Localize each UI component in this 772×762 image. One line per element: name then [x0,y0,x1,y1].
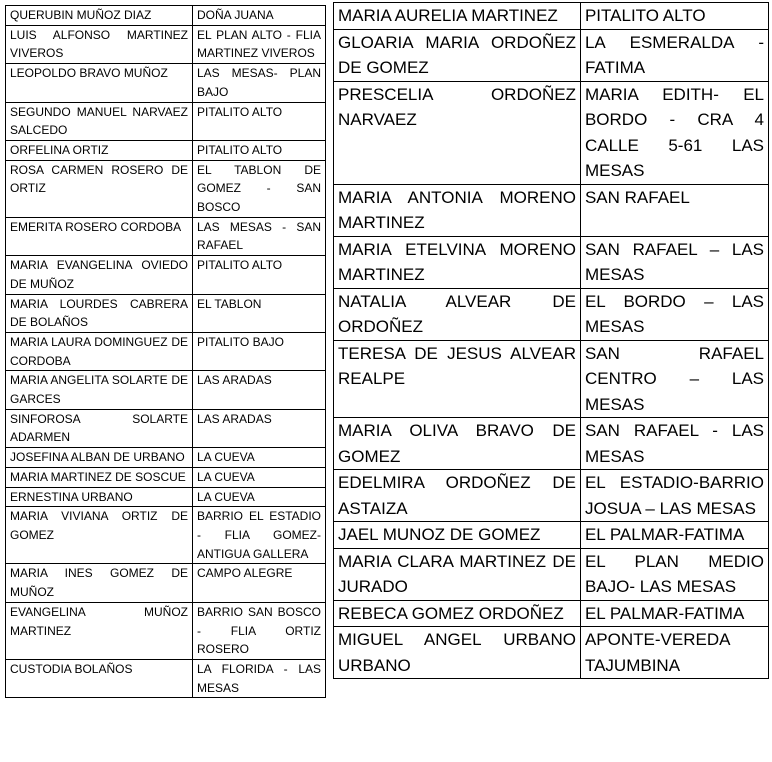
place-cell: LA CUEVA [193,487,326,507]
name-cell: MARIA OLIVA BRAVO DE GOMEZ [334,418,581,470]
name-cell: NATALIA ALVEAR DE ORDOÑEZ [334,288,581,340]
name-cell: MARIA ANTONIA MORENO MARTINEZ [334,184,581,236]
name-cell: LUIS ALFONSO MARTINEZ VIVEROS [6,25,193,63]
table-row [334,29,769,81]
table-row [6,217,326,255]
place-cell: PITALITO ALTO [193,102,326,140]
place-cell: MARIA EDITH- EL BORDO - CRA 4 CALLE 5-61 LAS MESAS [580,81,768,184]
name-cell: MIGUEL ANGEL URBANO URBANO [334,627,581,679]
place-cell: LAS MESAS- PLAN BAJO [193,64,326,102]
name-cell: ROSA CARMEN ROSERO DE ORTIZ [6,160,193,217]
place-cell: EL PALMAR-FATIMA [580,600,768,627]
table-row [6,25,326,63]
table-row [334,600,769,627]
place-cell: EL ESTADIO-BARRIO JOSUA – LAS MESAS [580,470,768,522]
table-row [334,340,769,418]
table-row [6,294,326,332]
place-cell: EL PALMAR-FATIMA [580,522,768,549]
place-cell: BARRIO SAN BOSCO - FLIA ORTIZ ROSERO [193,602,326,659]
table-row [334,81,769,184]
name-cell: ERNESTINA URBANO [6,487,193,507]
name-cell: MARIA MARTINEZ DE SOSCUE [6,467,193,487]
table-row [6,102,326,140]
table-row [6,659,326,697]
name-cell: MARIA ANGELITA SOLARTE DE GARCES [6,371,193,409]
table-row [334,548,769,600]
place-cell: EL PLAN MEDIO BAJO- LAS MESAS [580,548,768,600]
place-cell: BARRIO EL ESTADIO - FLIA GOMEZ-ANTIGUA GALLERA [193,507,326,564]
place-cell: PITALITO ALTO [193,140,326,160]
table-row [334,627,769,679]
place-cell: CAMPO ALEGRE [193,564,326,602]
table-row [6,409,326,447]
table-row [6,64,326,102]
right-table [333,2,769,679]
place-cell: EL TABLON [193,294,326,332]
name-cell: MARIA VIVIANA ORTIZ DE GOMEZ [6,507,193,564]
table-row [334,418,769,470]
place-cell: SAN RAFAEL - LAS MESAS [580,418,768,470]
table-row [334,236,769,288]
name-cell: GLOARIA MARIA ORDOÑEZ DE GOMEZ [334,29,581,81]
name-cell: PRESCELIA ORDOÑEZ NARVAEZ [334,81,581,184]
name-cell: TERESA DE JESUS ALVEAR REALPE [334,340,581,418]
name-cell: LEOPOLDO BRAVO MUÑOZ [6,64,193,102]
table-row [6,448,326,468]
table-row [6,564,326,602]
table-row [334,522,769,549]
table-row [6,487,326,507]
place-cell: LAS ARADAS [193,409,326,447]
table-row [6,6,326,26]
name-cell: MARIA LAURA DOMINGUEZ DE CORDOBA [6,332,193,370]
table-row [334,470,769,522]
name-cell: MARIA EVANGELINA OVIEDO DE MUÑOZ [6,256,193,294]
name-cell: EMERITA ROSERO CORDOBA [6,217,193,255]
place-cell: SAN RAFAEL [580,184,768,236]
name-cell: SINFOROSA SOLARTE ADARMEN [6,409,193,447]
place-cell: LAS ARADAS [193,371,326,409]
name-cell: REBECA GOMEZ ORDOÑEZ [334,600,581,627]
name-cell: EDELMIRA ORDOÑEZ DE ASTAIZA [334,470,581,522]
place-cell: SAN RAFAEL CENTRO – LAS MESAS [580,340,768,418]
table-row [334,288,769,340]
place-cell: EL PLAN ALTO - FLIA MARTINEZ VIVEROS [193,25,326,63]
place-cell: PITALITO ALTO [193,256,326,294]
name-cell: EVANGELINA MUÑOZ MARTINEZ [6,602,193,659]
table-row [6,256,326,294]
name-cell: MARIA LOURDES CABRERA DE BOLAÑOS [6,294,193,332]
place-cell: DOÑA JUANA [193,6,326,26]
table-row [6,507,326,564]
place-cell: EL BORDO – LAS MESAS [580,288,768,340]
table-row [334,184,769,236]
name-cell: SEGUNDO MANUEL NARVAEZ SALCEDO [6,102,193,140]
left-table [5,5,326,698]
name-cell: MARIA ETELVINA MORENO MARTINEZ [334,236,581,288]
table-row [6,602,326,659]
table-row [334,3,769,30]
place-cell: SAN RAFAEL – LAS MESAS [580,236,768,288]
table-row [6,371,326,409]
place-cell: LA CUEVA [193,448,326,468]
table-row [6,332,326,370]
name-cell: JOSEFINA ALBAN DE URBANO [6,448,193,468]
name-cell: QUERUBIN MUÑOZ DIAZ [6,6,193,26]
place-cell: APONTE-VEREDA TAJUMBINA [580,627,768,679]
name-cell: MARIA AURELIA MARTINEZ [334,3,581,30]
place-cell: LAS MESAS - SAN RAFAEL [193,217,326,255]
name-cell: CUSTODIA BOLAÑOS [6,659,193,697]
place-cell: EL TABLON DE GOMEZ - SAN BOSCO [193,160,326,217]
table-row [6,160,326,217]
place-cell: PITALITO ALTO [580,3,768,30]
name-cell: ORFELINA ORTIZ [6,140,193,160]
place-cell: LA ESMERALDA - FATIMA [580,29,768,81]
place-cell: PITALITO BAJO [193,332,326,370]
name-cell: MARIA INES GOMEZ DE MUÑOZ [6,564,193,602]
place-cell: LA CUEVA [193,467,326,487]
table-row [6,467,326,487]
place-cell: LA FLORIDA - LAS MESAS [193,659,326,697]
name-cell: JAEL MUNOZ DE GOMEZ [334,522,581,549]
name-cell: MARIA CLARA MARTINEZ DE JURADO [334,548,581,600]
table-row [6,140,326,160]
